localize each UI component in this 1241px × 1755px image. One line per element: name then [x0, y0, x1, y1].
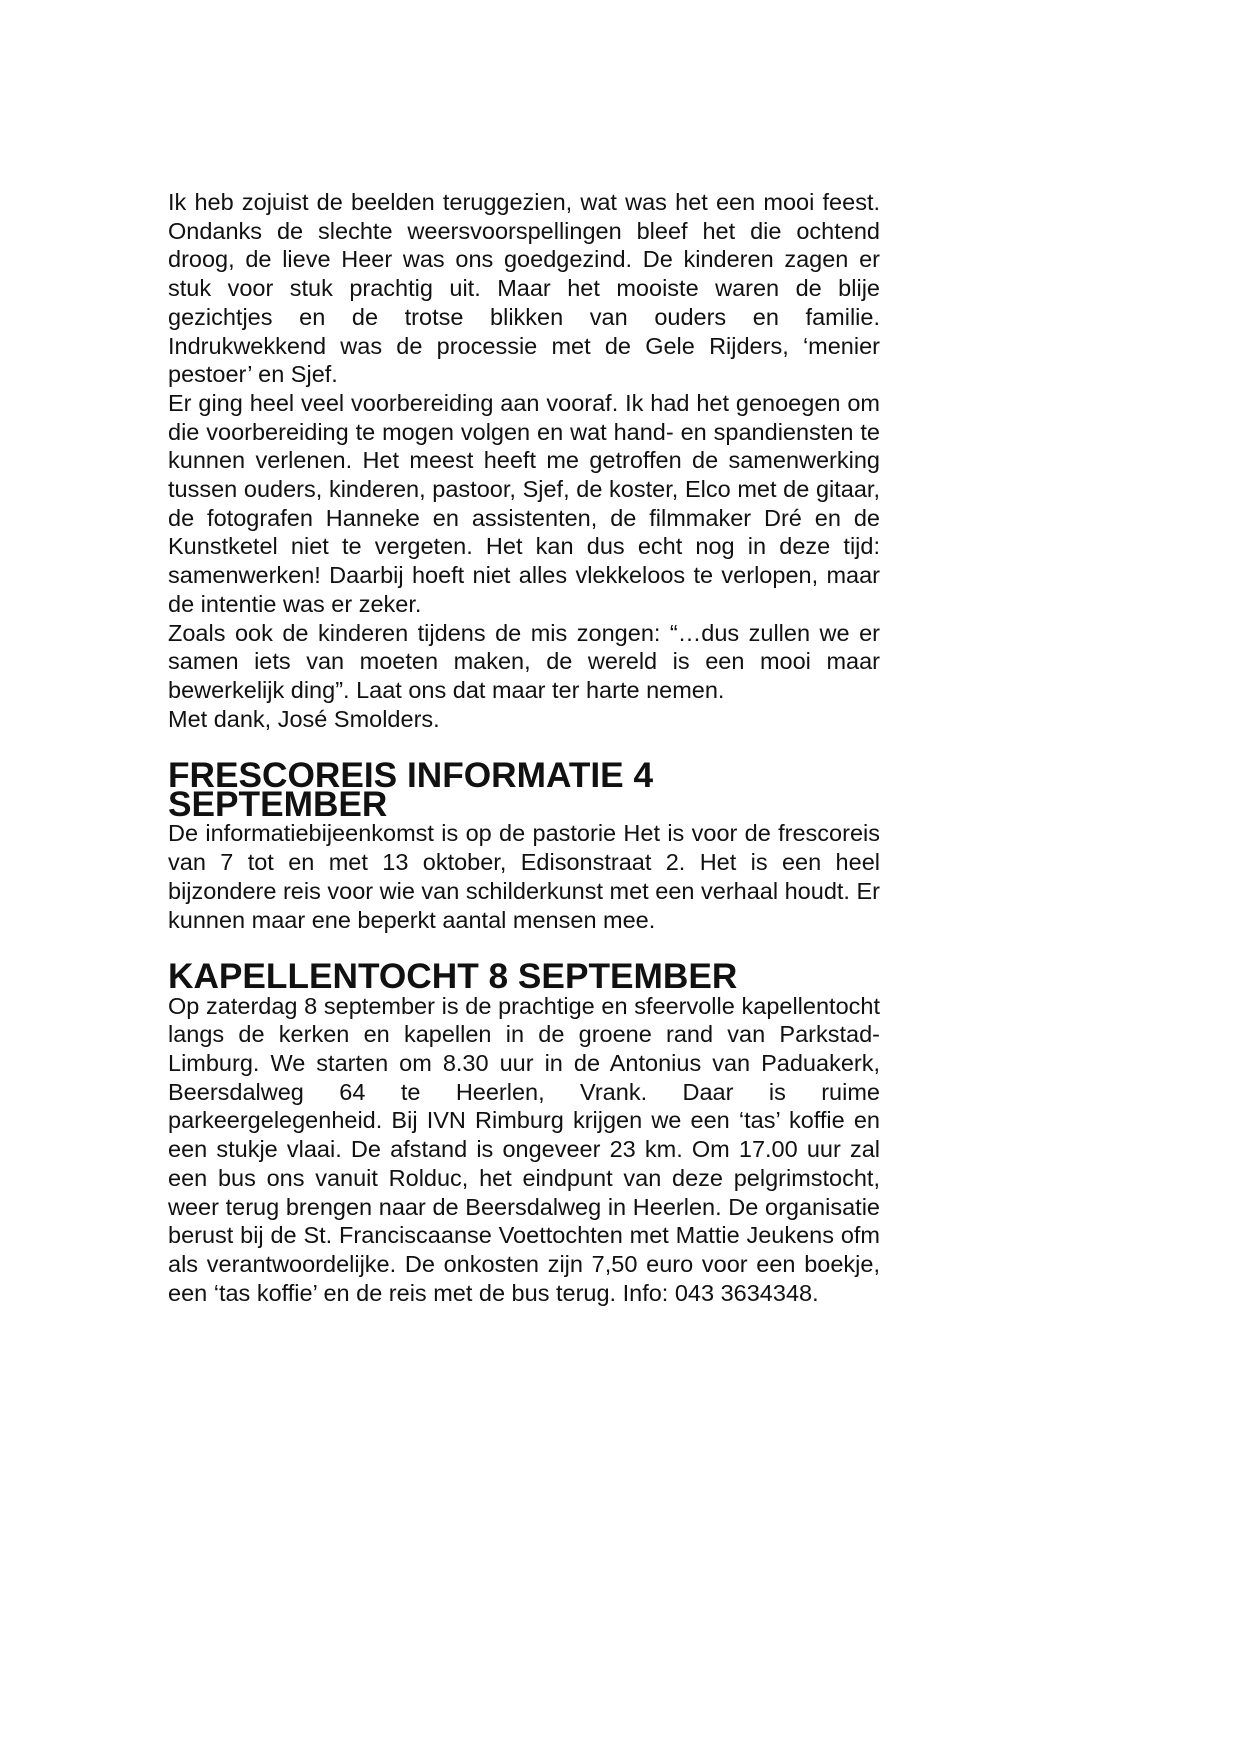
- kapellentocht-heading: KAPELLENTOCHT 8 SEPTEMBER: [168, 956, 738, 996]
- fresco-body: De informatiebijeenkomst is op de pastorie Het is voor de frescoreis van 7 tot en met 13 oktober, Edisonstraat 2. Het is een heel bijzondere reis voor wie van schilderkunst met een verhaal houdt. Er kunnen maar ene beperkt aantal mensen mee.: [168, 820, 880, 933]
- article-signature: Met dank, José Smolders.: [168, 705, 440, 732]
- article-paragraph-1: Ik heb zojuist de beelden teruggezien, wat was het een mooi feest. Ondanks de slechte weersvoorspellingen bleef het die ochtend droog, de lieve Heer was ons goedgezind. De kinderen zagen er stuk voor stuk prachtig uit. Maar het mooiste waren de blije gezichtjes en de trotse blikken van ouders en familie. Indrukwekkend was de processie met de Gele Rijders, ‘menier pestoer’ en Sjef.: [168, 189, 880, 388]
- kapellentocht-body: Op zaterdag 8 september is de prachtige en sfeervolle kapellentocht langs de kerken en kapellen in de groene rand van Parkstad-Limburg. We starten om 8.30 uur in de Antonius van Paduakerk, Beersdalweg 64 te Heerlen, Vrank. Daar is ruime parkeergelegenheid. Bij IVN Rimburg krijgen we een ‘tas’ koffie en een stukje vlaai. De afstand is ongeveer 23 km. Om 17.00 uur zal een bus ons vanuit Rolduc, het eindpunt van deze pelgrimstocht, weer terug brengen naar de Beersdalweg in Heerlen. De organisatie berust bij de St. Franciscaanse Voettochten met Mattie Jeukens ofm als verantwoordelijke. De onkosten zijn 7,50 euro voor een boekje, een ‘tas koffie’ en de reis met de bus terug. Info: 043 3634348.: [168, 992, 880, 1306]
- kapellentocht-section: [168, 956, 880, 1307]
- document-page: [168, 188, 880, 1307]
- article-section: [168, 188, 880, 733]
- fresco-section: [168, 756, 880, 934]
- fresco-heading: FRESCOREIS INFORMATIE 4 SEPTEMBER: [168, 756, 654, 824]
- article-paragraph-3: Zoals ook de kinderen tijdens de mis zongen: “…dus zullen we er samen iets van moeten maken, de wereld is een mooi maar bewerkelijk ding”. Laat ons dat maar ter harte nemen.: [168, 619, 880, 703]
- article-paragraph-2: Er ging heel veel voorbereiding aan vooraf. Ik had het genoegen om die voorbereiding te mogen volgen en wat hand- en spandiensten te kunnen verlenen. Het meest heeft me getroffen de samenwerking tussen ouders, kinderen, pastoor, Sjef, de koster, Elco met de gitaar, de fotografen Hanneke en assistenten, de filmmaker Dré en de Kunstketel niet te vergeten. Het kan dus echt nog in deze tijd: samenwerken! Daarbij hoeft niet alles vlekkeloos te verlopen, maar de intentie was er zeker.: [168, 389, 880, 617]
